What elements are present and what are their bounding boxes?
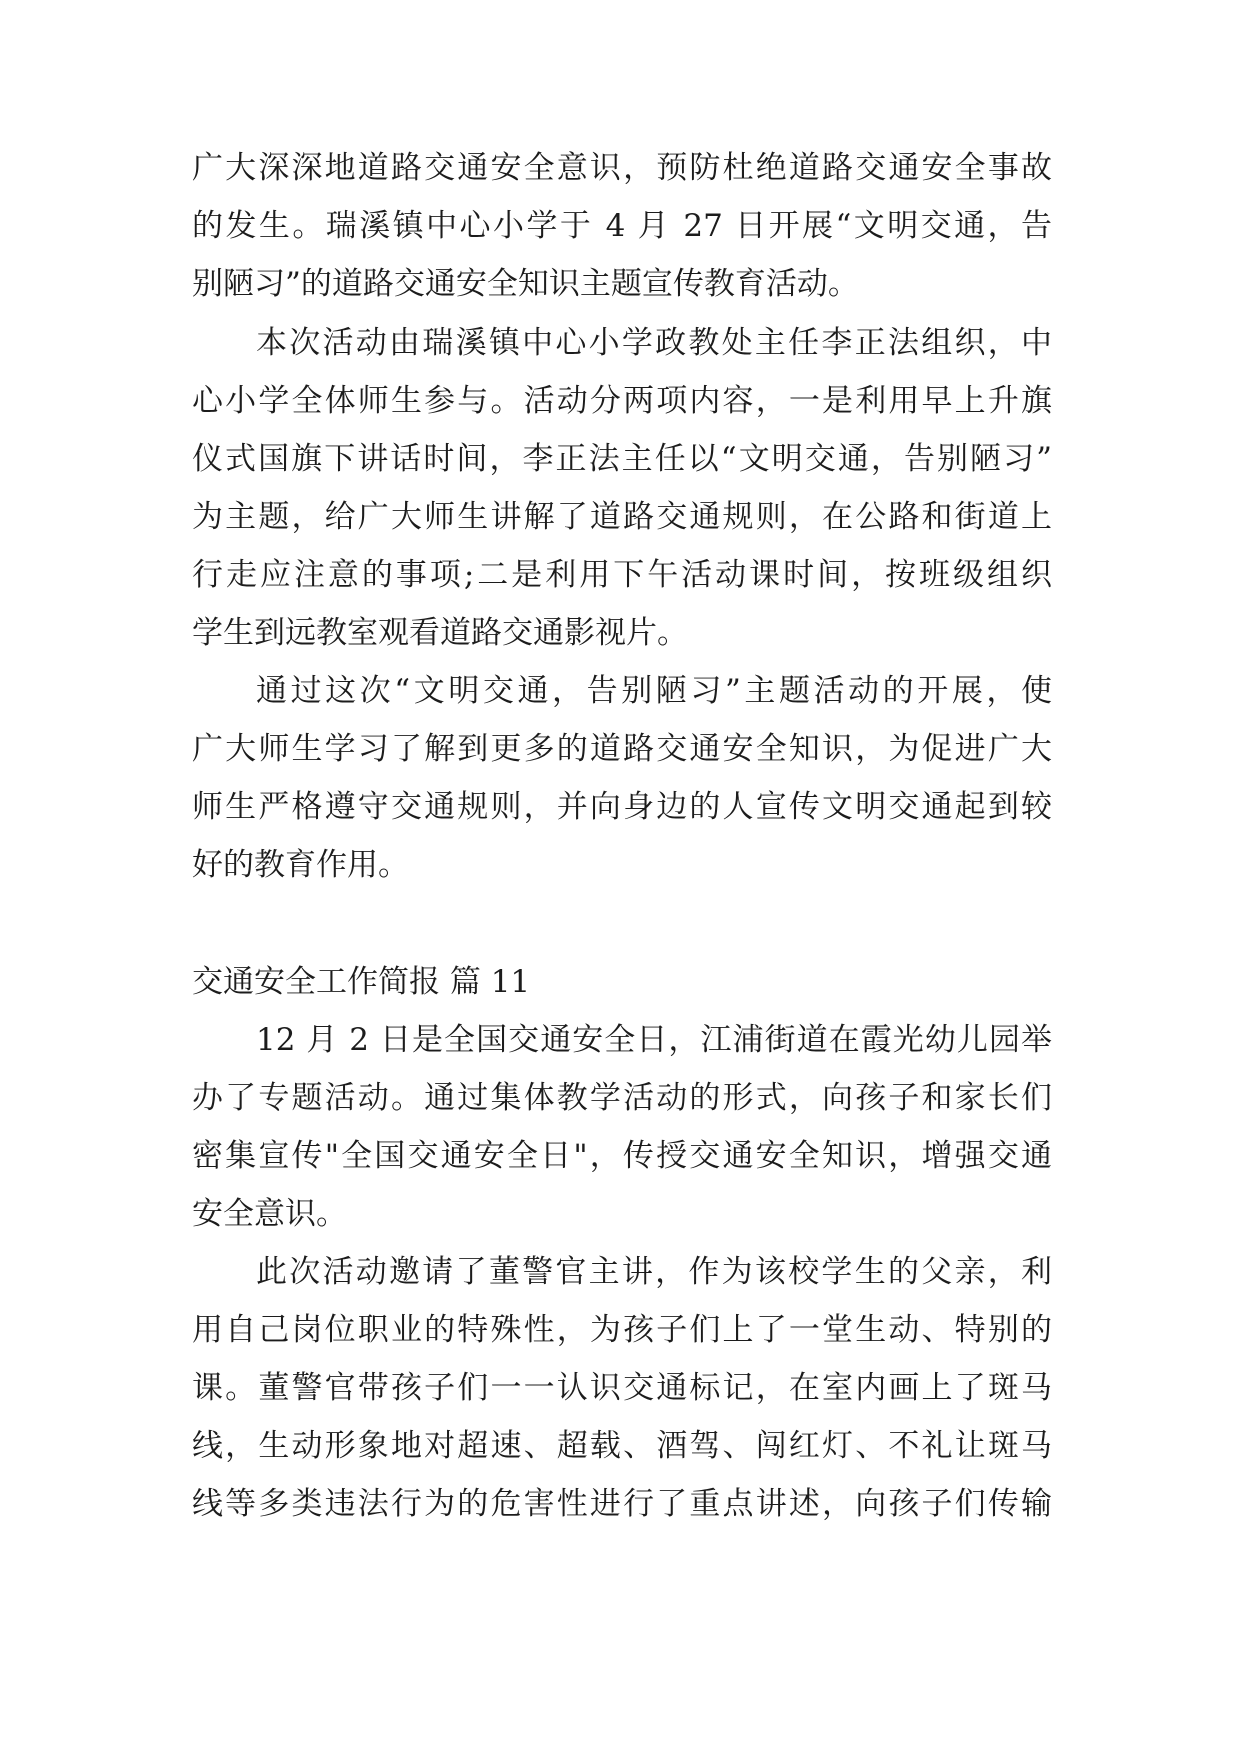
text-line: 12 月 2 日是全国交通安全日，江浦街道在霞光幼儿园举 [256,1022,1052,1058]
text-line: 行走应注意的事项;二是利用下午活动课时间，按班级组织 [192,557,1052,593]
text-line: 线等多类违法行为的危害性进行了重点讲述，向孩子们传输 [192,1486,1052,1522]
text-line: 心小学全体师生参与。活动分两项内容，一是利用早上升旗 [192,383,1052,419]
text-line: 广大师生学习了解到更多的道路交通安全知识，为促进广大 [192,731,1052,767]
text-line: 办了专题活动。通过集体教学活动的形式，向孩子和家长们 [192,1080,1052,1116]
text-line: 为主题，给广大师生讲解了道路交通规则，在公路和街道上 [192,499,1052,535]
text-line: 通过这次“文明交通，告别陋习”主题活动的开展，使 [256,673,1052,709]
text-line: 用自己岗位职业的特殊性，为孩子们上了一堂生动、特别的 [192,1312,1052,1348]
text-line: 本次活动由瑞溪镇中心小学政教处主任李正法组织，中 [256,325,1052,361]
text-line: 仪式国旗下讲话时间，李正法主任以“文明交通，告别陋习” [192,441,1052,477]
text-line: 课。董警官带孩子们一一认识交通标记，在室内画上了斑马 [192,1370,1052,1406]
text-line: 好的教育作用。 [192,847,409,883]
text-line: 此次活动邀请了董警官主讲，作为该校学生的父亲，利 [256,1254,1052,1290]
text-line: 学生到远教室观看道路交通影视片。 [192,615,688,651]
text-line: 别陋习”的道路交通安全知识主题宣传教育活动。 [192,266,859,302]
section-heading: 交通安全工作简报 篇 11 [192,964,531,1000]
text-line: 广大深深地道路交通安全意识，预防杜绝道路交通安全事故 [192,150,1052,186]
text-line: 密集宣传"全国交通安全日"，传授交通安全知识，增强交通 [192,1138,1052,1174]
text-line: 安全意识。 [192,1196,347,1232]
text-line: 的发生。瑞溪镇中心小学于 4 月 27 日开展“文明交通，告 [192,208,1052,244]
text-line: 师生严格遵守交通规则，并向身边的人宣传文明交通起到较 [192,789,1052,825]
text-line: 线，生动形象地对超速、超载、酒驾、闯红灯、不礼让斑马 [192,1428,1052,1464]
